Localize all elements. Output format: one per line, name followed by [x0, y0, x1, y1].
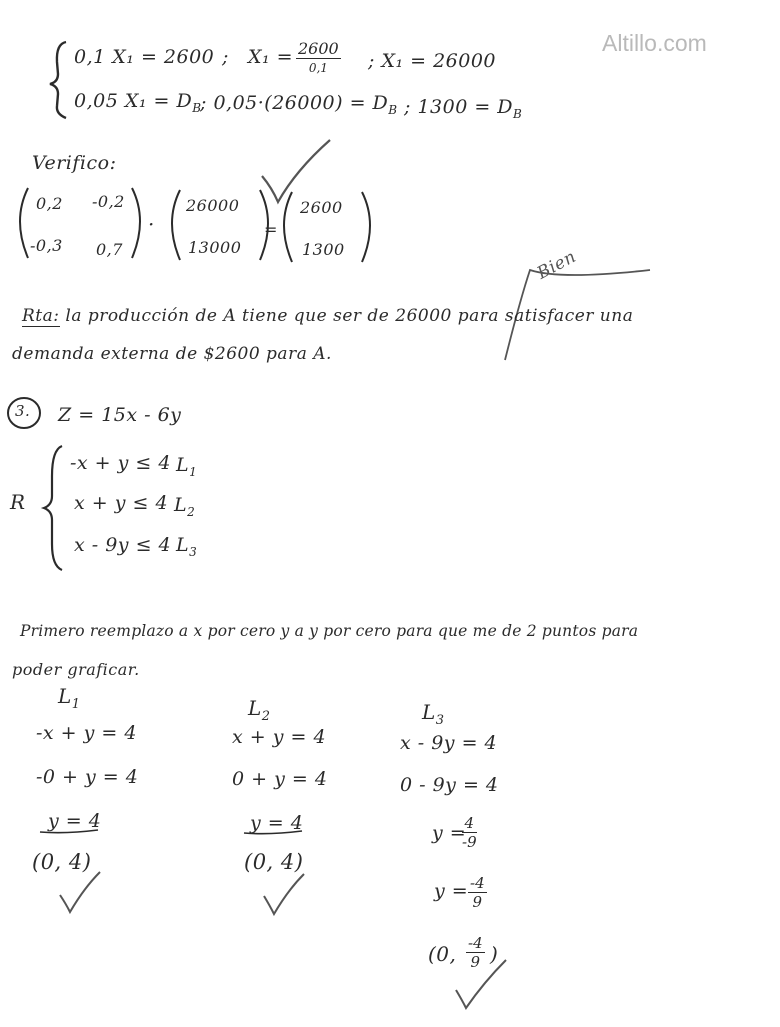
subscript: 3	[435, 713, 445, 728]
verify-label: Verifico:	[32, 152, 117, 174]
fraction-denominator: 0,1	[308, 61, 328, 75]
l3-point-open: (0,	[428, 942, 457, 966]
line-label: L	[422, 700, 436, 724]
matrix-cell: 0,7	[96, 240, 123, 259]
subscript: 1	[71, 697, 81, 712]
fraction-denominator: 9	[470, 953, 481, 971]
line-label: L	[58, 684, 72, 708]
problem-number: 3.	[15, 402, 31, 420]
matrix-cell: -0,2	[92, 192, 125, 211]
fraction-2600-over-0-1	[296, 40, 341, 77]
constraint-2: x + y ≤ 4	[74, 492, 169, 514]
separator: ;	[222, 46, 229, 68]
fraction-numerator: -4	[470, 874, 485, 892]
result-right-paren	[362, 192, 370, 262]
explanation-line-1: Primero reemplazo a x por cero y a y por cero para que me de 2 puntos para	[20, 622, 639, 640]
equation-2c	[404, 96, 522, 121]
subscript: 2	[187, 504, 196, 519]
line-label: L	[174, 494, 188, 516]
fraction-point-y	[466, 934, 485, 971]
explanation-line-2: poder graficar.	[12, 660, 140, 679]
l1-point: (0, 4)	[32, 850, 92, 874]
constraint-2-label	[174, 494, 195, 519]
equation-2c-text: ; 1300 = D	[404, 96, 514, 118]
l3-step-2: 0 - 9y = 4	[400, 774, 499, 796]
fraction-4-over-minus-9	[462, 814, 477, 851]
subscript: B	[192, 100, 202, 115]
checkmark-icon	[264, 874, 304, 914]
l1-step-3: y = 4	[48, 810, 102, 832]
matrix-cell: 0,2	[36, 194, 63, 213]
result-left-paren	[284, 192, 292, 262]
equation-1c: ; X₁ = 26000	[368, 50, 497, 72]
dot-operator: ·	[148, 212, 155, 236]
subscript: B	[388, 102, 398, 117]
system-brace-constraints	[44, 446, 62, 570]
region-label: R	[10, 490, 26, 514]
l1-step-1: -x + y = 4	[36, 722, 137, 744]
fraction-numerator: -4	[468, 934, 483, 952]
column-header-l2	[248, 696, 271, 724]
vector-cell: 13000	[188, 238, 242, 257]
checkmark-icon	[262, 140, 330, 202]
equals-sign: =	[264, 220, 278, 239]
answer-text-1: la producción de A tiene que ser de 26000 para satisfacer una	[65, 306, 634, 326]
fraction-numerator: 2600	[298, 39, 339, 58]
fraction-minus-4-over-9	[468, 874, 487, 911]
line-label: L	[176, 454, 190, 476]
vector-cell: 26000	[186, 196, 240, 215]
l3-step-1: x - 9y = 4	[400, 732, 498, 754]
grade-note: Bien	[534, 246, 580, 284]
equation-1b-lhs: X₁ =	[248, 46, 294, 68]
watermark-text: Altillo.com	[602, 30, 707, 56]
constraint-1-label	[176, 454, 197, 479]
equation-2a	[74, 90, 202, 115]
equation-2b	[200, 92, 398, 117]
l2-step-2: 0 + y = 4	[232, 768, 328, 790]
result-cell: 1300	[302, 240, 345, 259]
fraction-denominator: 9	[472, 893, 483, 911]
l2-step-3: y = 4	[250, 812, 304, 834]
line-label: L	[176, 534, 190, 556]
l3-step-3-lhs: y =	[432, 822, 467, 844]
fraction-denominator: -9	[462, 833, 477, 851]
matrix-cell: -0,3	[30, 236, 63, 255]
l2-step-1: x + y = 4	[232, 726, 327, 748]
fraction-numerator: 4	[462, 814, 477, 833]
matrix-right-paren	[132, 188, 140, 258]
l1-step-2: -0 + y = 4	[36, 766, 139, 788]
answer-label: Rta:	[22, 306, 60, 326]
l3-point-close: )	[490, 942, 499, 966]
subscript: B	[513, 106, 523, 121]
equation-2a-text: 0,05 X₁ = D	[74, 90, 193, 112]
equation-2b-text: ; 0,05·(26000) = D	[200, 92, 389, 114]
system-brace-top	[50, 42, 66, 118]
l2-point: (0, 4)	[244, 850, 304, 874]
answer-line-1	[22, 306, 633, 326]
objective-function: Z = 15x - 6y	[58, 404, 182, 426]
constraint-3: x - 9y ≤ 4	[74, 534, 172, 556]
checkmark-icon	[60, 872, 100, 912]
column-header-l1	[58, 684, 81, 712]
column-header-l3	[422, 700, 445, 728]
equation-1a: 0,1 X₁ = 2600	[74, 46, 215, 68]
matrix-left-paren	[20, 188, 28, 258]
constraint-1: -x + y ≤ 4	[70, 452, 171, 474]
result-cell: 2600	[300, 198, 343, 217]
subscript: 3	[189, 544, 198, 559]
line-label: L	[248, 696, 262, 720]
constraint-3-label	[176, 534, 197, 559]
subscript: 1	[189, 464, 198, 479]
subscript: 2	[261, 709, 271, 724]
vector-left-paren	[172, 190, 180, 260]
answer-line-2: demanda externa de $2600 para A.	[12, 344, 332, 364]
l3-step-4-lhs: y =	[434, 880, 469, 902]
